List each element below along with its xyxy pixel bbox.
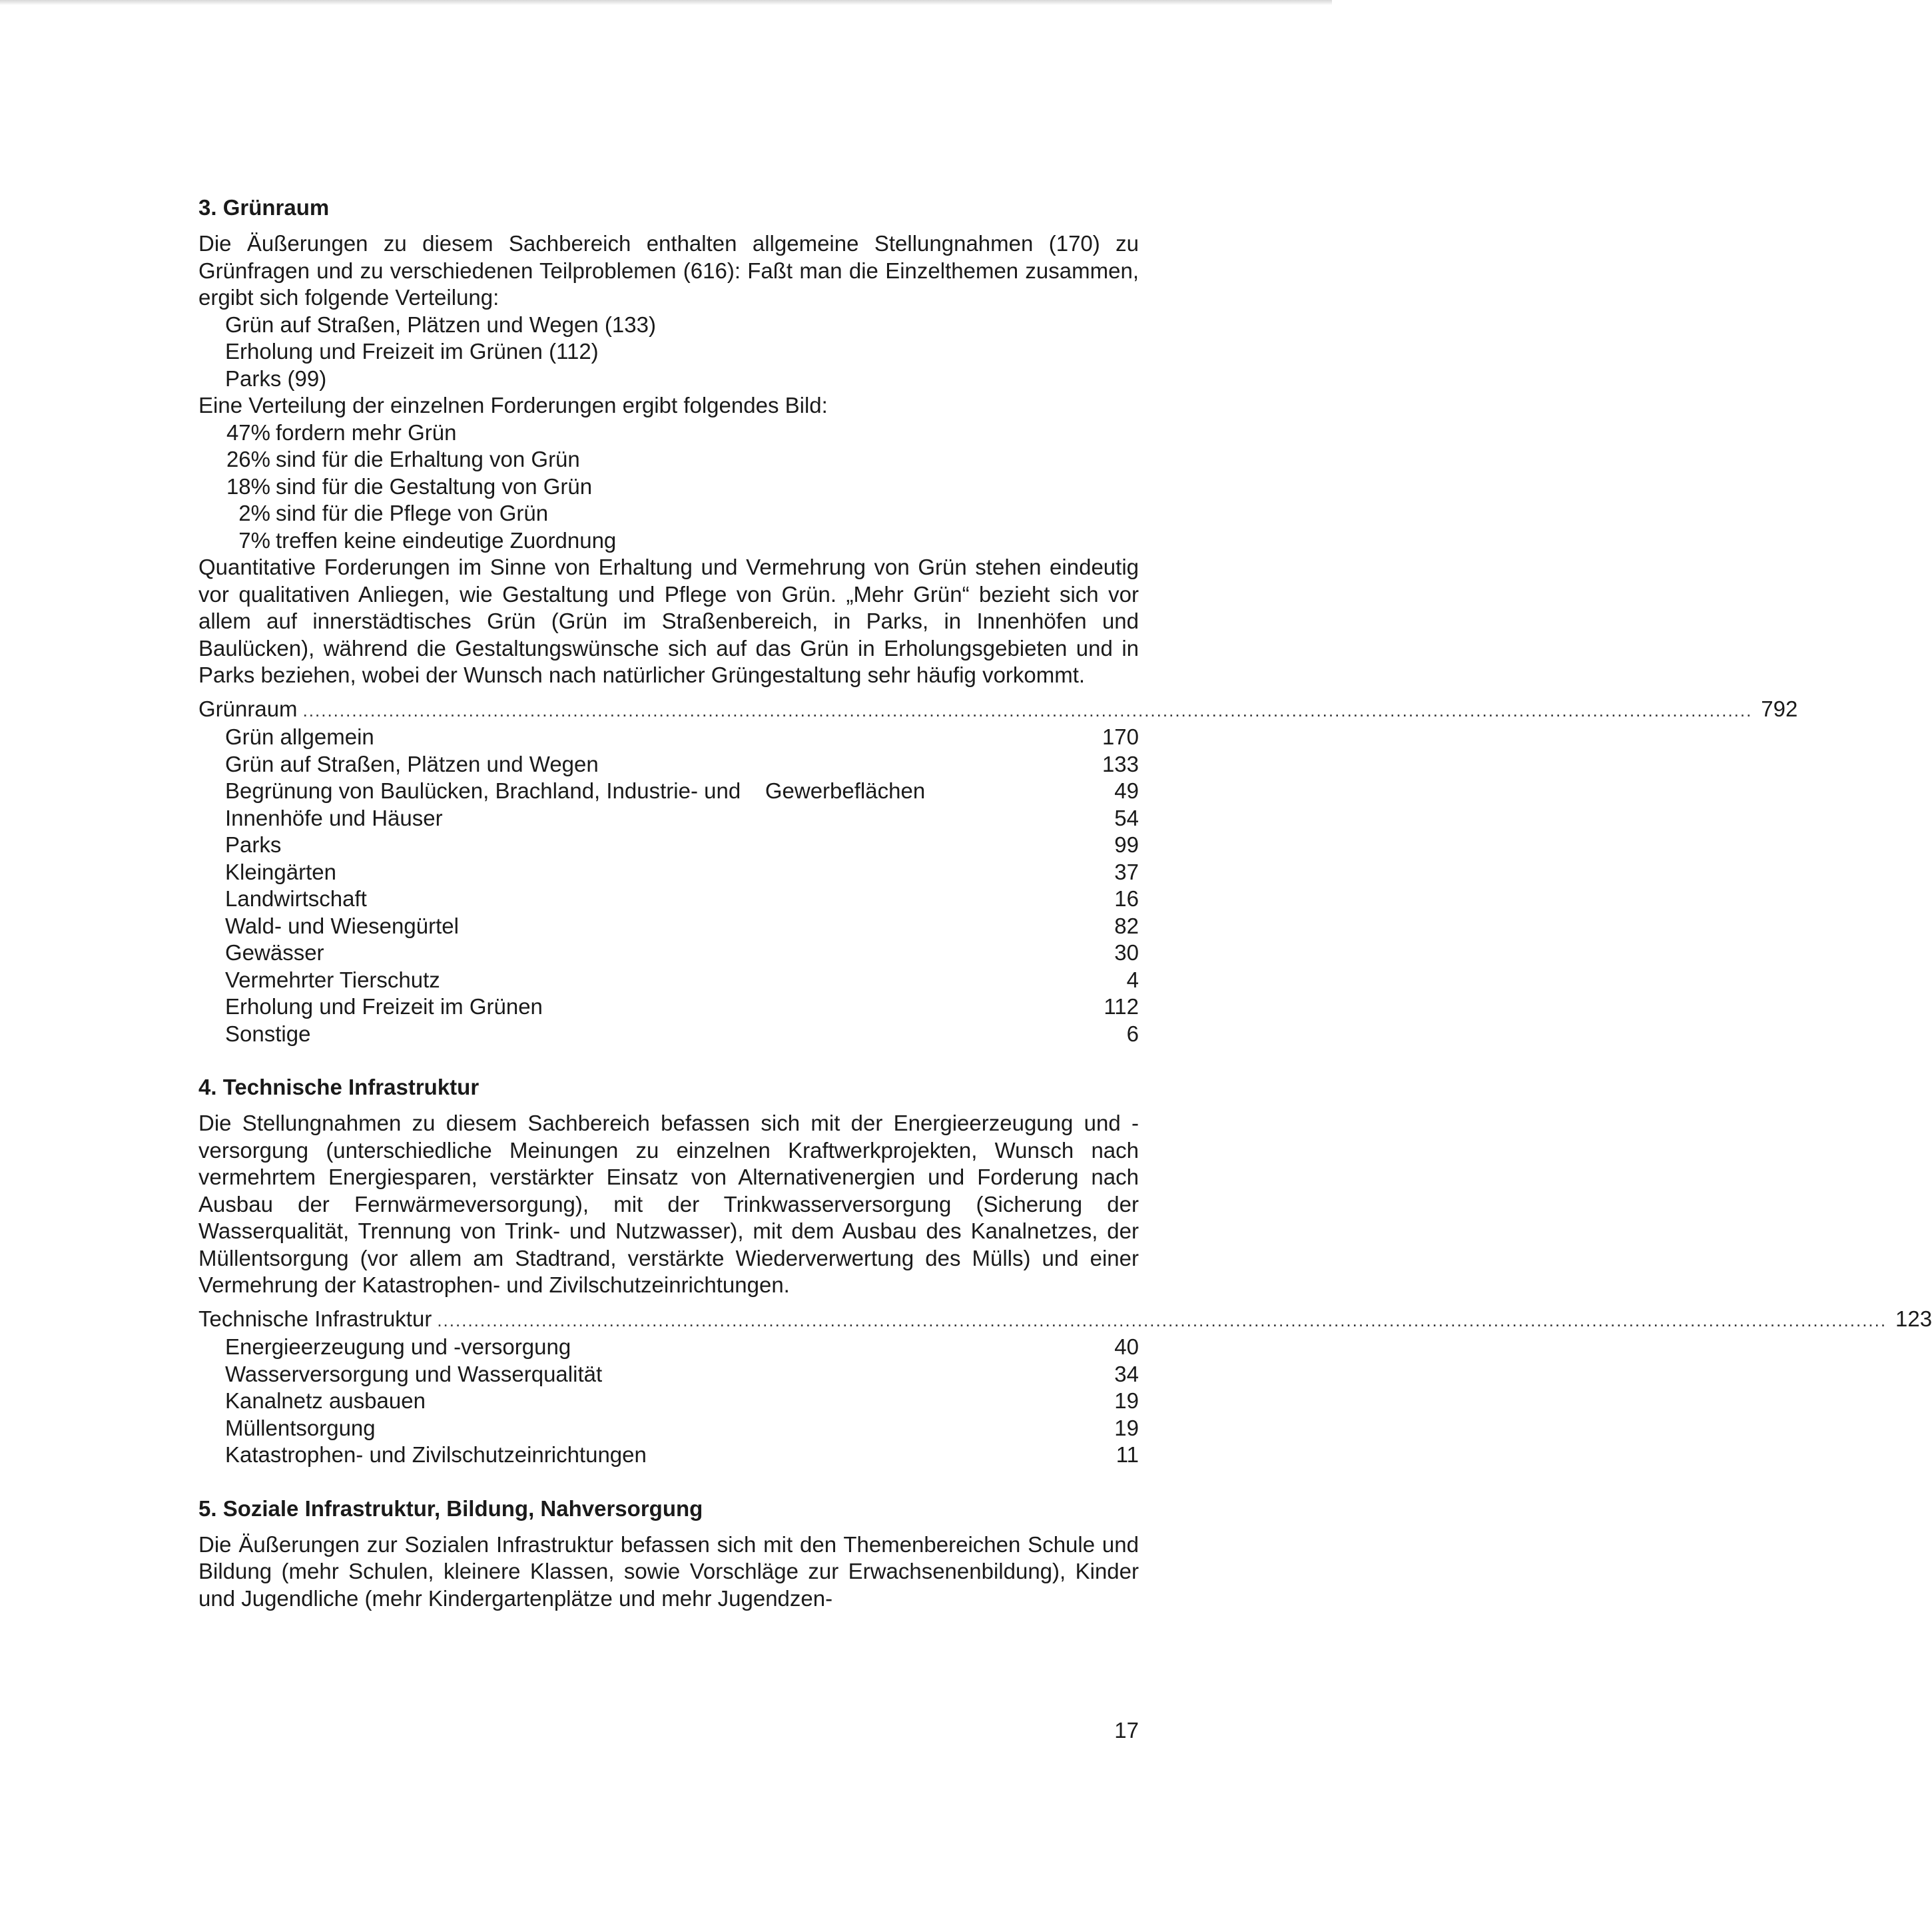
percentage-value: 7% (238, 527, 270, 553)
list-item (209, 446, 1139, 473)
row-label: Gewässer (225, 940, 324, 965)
row-label: Energieerzeugung und -versorgung (225, 1334, 571, 1359)
dot-leader: ............................................................................................................................................................................................................................................ (437, 1310, 1887, 1330)
row-value: 82 (1114, 913, 1139, 938)
row-value: 170 (1102, 724, 1139, 749)
table-total-value: 792 (1761, 696, 1798, 721)
row-value: 133 (1102, 751, 1139, 776)
percentage-value: 47% (226, 419, 270, 445)
percentage-list (198, 419, 1139, 555)
list-item (209, 527, 1139, 555)
percentage-value: 18% (226, 473, 270, 499)
page-number: 17 (1114, 1718, 1139, 1743)
gruenraum-table (198, 696, 1798, 1048)
row-label: Müllentsorgung (225, 1415, 376, 1440)
list-item: Grün auf Straßen, Plätzen und Wegen (133) (225, 312, 656, 337)
body-paragraph: Quantitative Forderungen im Sinne von Erhaltung und Vermehrung von Grün stehen eindeutig vor qualitativen Anliegen, wie Gestaltung und Pflege von Grün. „Mehr Grün“ bezieht sich vor allem auf innerstädtisches Grün (Grün im Straßenbereich, in Parks, in Innenhöfen und Baulücken), während die Gestaltungswünsche sich auf das Grün in Erholungsgebieten und in Parks beziehen, wobei der Wunsch nach natürlicher Grüngestaltung sehr häufig vorkommt. (198, 555, 1139, 687)
row-label: Katastrophen- und Zivilschutzeinrichtungen (225, 1442, 647, 1467)
table-row (198, 913, 1139, 940)
table-row (198, 1388, 1139, 1415)
list-item (209, 500, 1139, 527)
table-row (198, 1415, 1139, 1442)
technische-infrastruktur-table (198, 1306, 1932, 1469)
section-heading-soziale-infrastruktur: 5. Soziale Infrastruktur, Bildung, Nahversorgung (198, 1496, 703, 1521)
row-value: 19 (1114, 1415, 1139, 1440)
list-item (209, 473, 1139, 501)
section-intro-paragraph: Die Äußerungen zu diesem Sachbereich enthalten allgemeine Stellungnahmen (170) zu Grünfragen und zu verschiedenen Teilproblemen (616): Faßt man die Einzelthemen zusammen, ergibt sich folgende Verteilung: (198, 231, 1139, 310)
list-item: Erholung und Freizeit im Grünen (112) (225, 339, 599, 364)
row-value: 40 (1114, 1334, 1139, 1359)
percentage-label: treffen keine eindeutige Zuordnung (276, 527, 617, 553)
body-paragraph: Die Äußerungen zur Sozialen Infrastruktur befassen sich mit den Themenbereichen Schule und Bildung (mehr Schulen, kleinere Klassen, sowie Vorschläge zur Erwachsenenbildung), Kinder und Jugendliche (mehr Kindergartenplätze und mehr Jugendzen- (198, 1531, 1139, 1611)
topic-list (225, 312, 1139, 393)
row-value: 4 (1126, 967, 1139, 992)
table-row (198, 724, 1139, 751)
table-row (198, 1021, 1139, 1048)
row-value: 112 (1104, 994, 1139, 1019)
row-value: 16 (1114, 886, 1139, 911)
percentage-value: 26% (226, 447, 270, 471)
table-row (198, 967, 1139, 994)
row-label: Kleingärten (225, 859, 336, 884)
body-paragraph: Die Stellungnahmen zu diesem Sachbereich befassen sich mit der Energieerzeugung und -versorgung (unterschiedliche Meinungen zu einzelnen Kraftwerkprojekten, Wunsch nach vermehrtem Energiesparen, verstärkter Einsatz von Alternativenergien und Forderung nach Ausbau der Fernwärmeversorgung), mit der Trinkwasserversorgung (Sicherung der Wasserqualität, Trennung von Trink- und Nutzwasser), mit dem Ausbau des Kanalnetzes, der Müllentsorgung (vor allem am Stadtrand, verstärkte Wiederverwertung des Mülls) und einer Vermehrung der Katastrophen- und Zivilschutzeinrichtungen. (198, 1111, 1139, 1297)
list-item (209, 419, 1139, 447)
section-heading-technische-infrastruktur: 4. Technische Infrastruktur (198, 1075, 480, 1099)
list-item: Parks (99) (225, 366, 327, 391)
table-total-label: Grünraum (198, 696, 298, 721)
percentage-label: sind für die Erhaltung von Grün (276, 447, 580, 471)
table-total-value: 123 (1895, 1306, 1932, 1331)
row-label: Sonstige (225, 1021, 311, 1046)
percentage-label: sind für die Pflege von Grün (276, 501, 549, 525)
row-label: Parks (225, 832, 282, 857)
row-label: Wald- und Wiesengürtel (225, 913, 459, 938)
dot-leader: ............................................................................................................................................................................................................................................ (302, 700, 1753, 720)
row-label: Wasserversorgung und Wasserqualität (225, 1361, 603, 1386)
table-row (198, 1334, 1139, 1361)
row-value: 11 (1116, 1442, 1139, 1467)
row-value: 34 (1114, 1361, 1139, 1386)
percentage-value: 2% (238, 501, 270, 525)
table-row (198, 886, 1139, 913)
row-value: 99 (1114, 832, 1139, 857)
demands-intro: Eine Verteilung der einzelnen Forderungen ergibt folgendes Bild: (198, 393, 828, 417)
row-value: 19 (1114, 1388, 1139, 1413)
table-total-row (198, 1306, 1932, 1334)
row-value: 37 (1114, 859, 1139, 884)
table-row (198, 1442, 1139, 1469)
row-label: Innenhöfe und Häuser (225, 805, 443, 830)
row-value: 30 (1114, 940, 1139, 965)
row-label: Landwirtschaft (225, 886, 367, 911)
table-row (198, 805, 1139, 832)
row-value: 54 (1114, 805, 1139, 830)
table-row (198, 993, 1139, 1021)
table-total-label: Technische Infrastruktur (198, 1306, 432, 1331)
row-value: 49 (1114, 778, 1139, 803)
table-row (198, 940, 1139, 967)
table-total-row (198, 696, 1798, 724)
table-row (198, 751, 1139, 778)
table-row (198, 859, 1139, 886)
table-row (198, 1361, 1139, 1388)
row-value: 6 (1126, 1021, 1139, 1046)
row-label: Kanalnetz ausbauen (225, 1388, 426, 1413)
page-edge-shadow (0, 0, 1332, 5)
row-label: Vermehrter Tierschutz (225, 967, 440, 992)
page-content (198, 194, 1932, 1612)
row-label: Grün allgemein (225, 724, 374, 749)
row-label: Erholung und Freizeit im Grünen (225, 994, 543, 1019)
row-label: Begrünung von Baulücken, Brachland, Industrie- und Gewerbeflächen (225, 778, 926, 803)
percentage-label: fordern mehr Grün (276, 419, 457, 445)
section-heading-gruenraum: 3. Grünraum (198, 195, 330, 220)
table-row (198, 778, 1139, 805)
table-row (198, 832, 1139, 859)
row-label: Grün auf Straßen, Plätzen und Wegen (225, 751, 599, 776)
percentage-label: sind für die Gestaltung von Grün (276, 473, 593, 499)
